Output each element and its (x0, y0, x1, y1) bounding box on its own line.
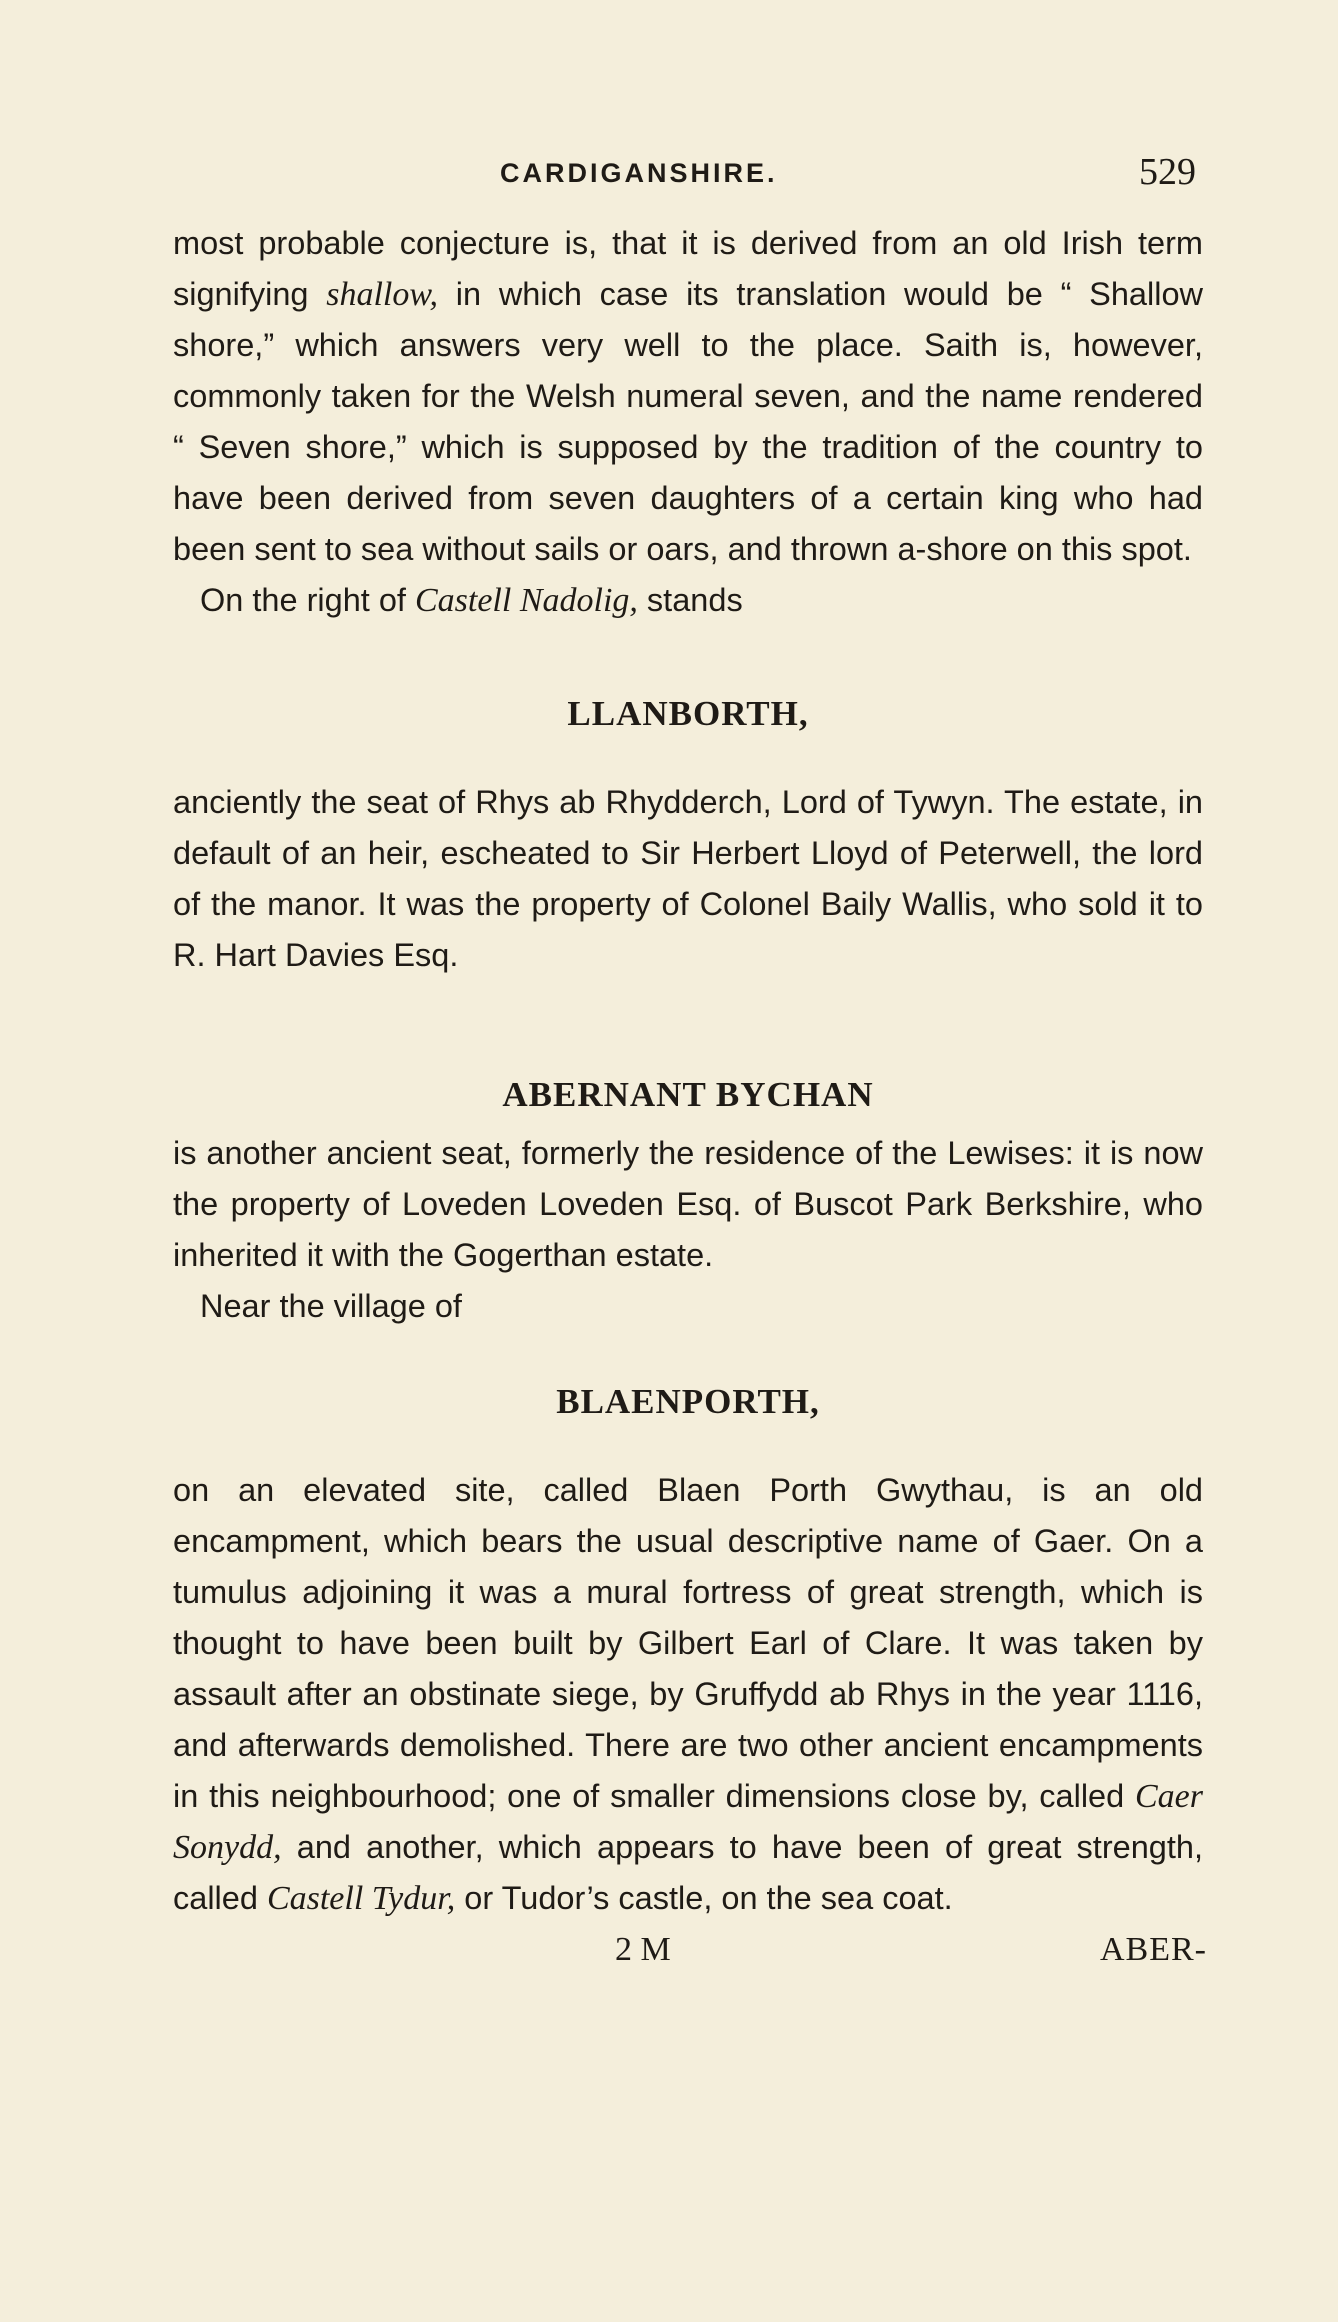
italic-place-name: Caer Sonydd, (173, 1778, 1203, 1866)
paragraph-abernant: is another ancient seat, formerly the residence of the Lewises: it is now the property of Loveden Loveden Esq. of Buscot Park Berkshire, who inherited it with the Gogerthan estate. (173, 1135, 1203, 1273)
text-run: in which case its translation would be “ Shallow shore,” which answers very well to the place. Saith is, however, commonly taken for the Welsh numeral seven, and the name rendered “ Seven shore,” which is supposed by the tradition of the country to have been derived from seven daughters of a certain king who had been sent to sea without sails or oars, and thrown a-shore on this spot. (173, 276, 1203, 567)
heading-llanborth: LLANBORTH, (567, 694, 809, 733)
text-run: and another, which appears to have been of great strength, called (173, 1829, 1203, 1916)
text-run: stands (637, 582, 743, 618)
body-text (173, 218, 1207, 1975)
paragraph-saith (173, 218, 1203, 575)
paragraph-llanborth: anciently the seat of Rhys ab Rhydderch, Lord of Tywyn. The estate, in default of an heir, escheated to Sir Herbert Lloyd of Peterwell, the lord of the manor. It was the property of Colonel Baily Wallis, who sold it to R. Hart Davies Esq. (173, 784, 1203, 973)
text-run: or Tudor’s castle, on the sea coat. (455, 1880, 953, 1916)
paragraph-near-village: Near the village of (200, 1288, 462, 1324)
running-title: CARDIGANSHIRE. (500, 158, 778, 188)
paragraph-blaenporth (173, 1465, 1203, 1924)
text-run: On the right of (200, 582, 415, 618)
italic-place-name: Castell Nadolig, (414, 582, 638, 619)
signature-mark: 2 M (615, 1931, 671, 1968)
running-head (0, 151, 1338, 198)
italic-place-name: Castell Tydur, (266, 1880, 456, 1917)
page-footer (173, 1924, 1207, 1975)
text-run: most probable conjecture is, that it is derived from an old Irish term signifying (173, 225, 1203, 312)
catchword: ABER- (1100, 1931, 1207, 1968)
heading-blaenporth: BLAENPORTH, (556, 1382, 820, 1421)
heading-abernant-bychan: ABERNANT BYCHAN (502, 1075, 874, 1114)
page-number: 529 (1139, 151, 1196, 193)
paragraph-right-of-castell (173, 575, 1203, 626)
text-run: on an elevated site, called Blaen Porth Gwythau, is an old encampment, which bears the usual descriptive name of Gaer. On a tumulus adjoining it was a mural fortress of great strength, which is thought to have been built by Gilbert Earl of Clare. It was taken by assault after an obstinate siege, by Gruffydd ab Rhys in the year 1116, and afterwards demolished. There are two other ancient encampments in this neighbourhood; one of smaller dimensions close by, called (173, 1472, 1203, 1814)
italic-term: shallow, (326, 276, 439, 313)
